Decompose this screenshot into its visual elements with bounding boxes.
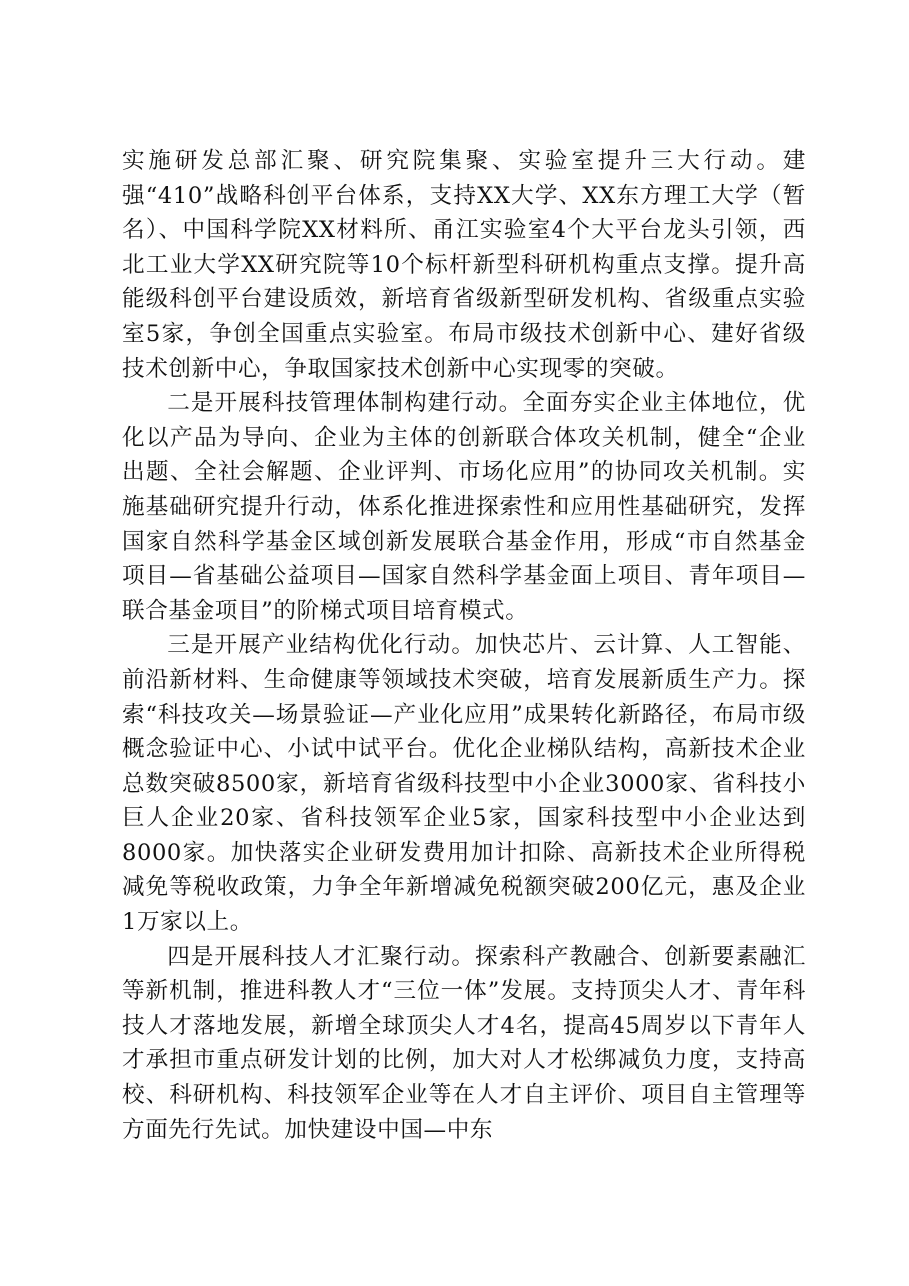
paragraph-platform-system: 实施研发总部汇聚、研究院集聚、实验室提升三大行动。建强“410”战略科创平台体系，支持XX大学、XX东方理工大学（暂名）、中国科学院XX材料所、甬江实验室4个大平台龙头引领，西北工业大学XX研究院等10个标杆新型科研机构重点支撑。提升高能级科创平台建设质效，新培育省级新型研发机构、省级重点实验室5家，争创全国重点实验室。布局市级技术创新中心、建好省级技术创新中心，争取国家技术创新中心实现零的突破。 [122,148,806,382]
document-body [122,144,806,1147]
paragraph-management-system: 二是开展科技管理体制构建行动。全面夯实企业主体地位，优化以产品为导向、企业为主体的创新联合体攻关机制，健全“企业出题、全社会解题、企业评判、市场化应用”的协同攻关机制。实施基础研究提升行动，体系化推进探索性和应用性基础研究，发挥国家自然科学基金区域创新发展联合基金作用，形成“市自然基金项目—省基础公益项目—国家自然科学基金面上项目、青年项目—联合基金项目”的阶梯式项目培育模式。 [122,390,806,624]
paragraph-industry-structure: 三是开展产业结构优化行动。加快芯片、云计算、人工智能、前沿新材料、生命健康等领域技术突破，培育发展新质生产力。探索“科技攻关—场景验证—产业化应用”成果转化新路径，布局市级概念验证中心、小试中试平台。优化企业梯队结构，高新技术企业总数突破8500家，新培育省级科技型中小企业3000家、省科技小巨人企业20家、省科技领军企业5家，国家科技型中小企业达到8000家。加快落实企业研发费用加计扣除、高新技术企业所得税减免等税收政策，力争全年新增减免税额突破200亿元，惠及企业1万家以上。 [122,632,806,936]
paragraph-talent-gathering: 四是开展科技人才汇聚行动。探索科产教融合、创新要素融汇等新机制，推进科教人才“三位一体”发展。支持顶尖人才、青年科技人才落地发展，新增全球顶尖人才4名，提高45周岁以下青年人才承担市重点研发计划的比例，加大对人才松绑减负力度，支持高校、科研机构、科技领军企业等在人才自主评价、项目自主管理等方面先行先试。加快建设中国—中东 [122,943,806,1143]
